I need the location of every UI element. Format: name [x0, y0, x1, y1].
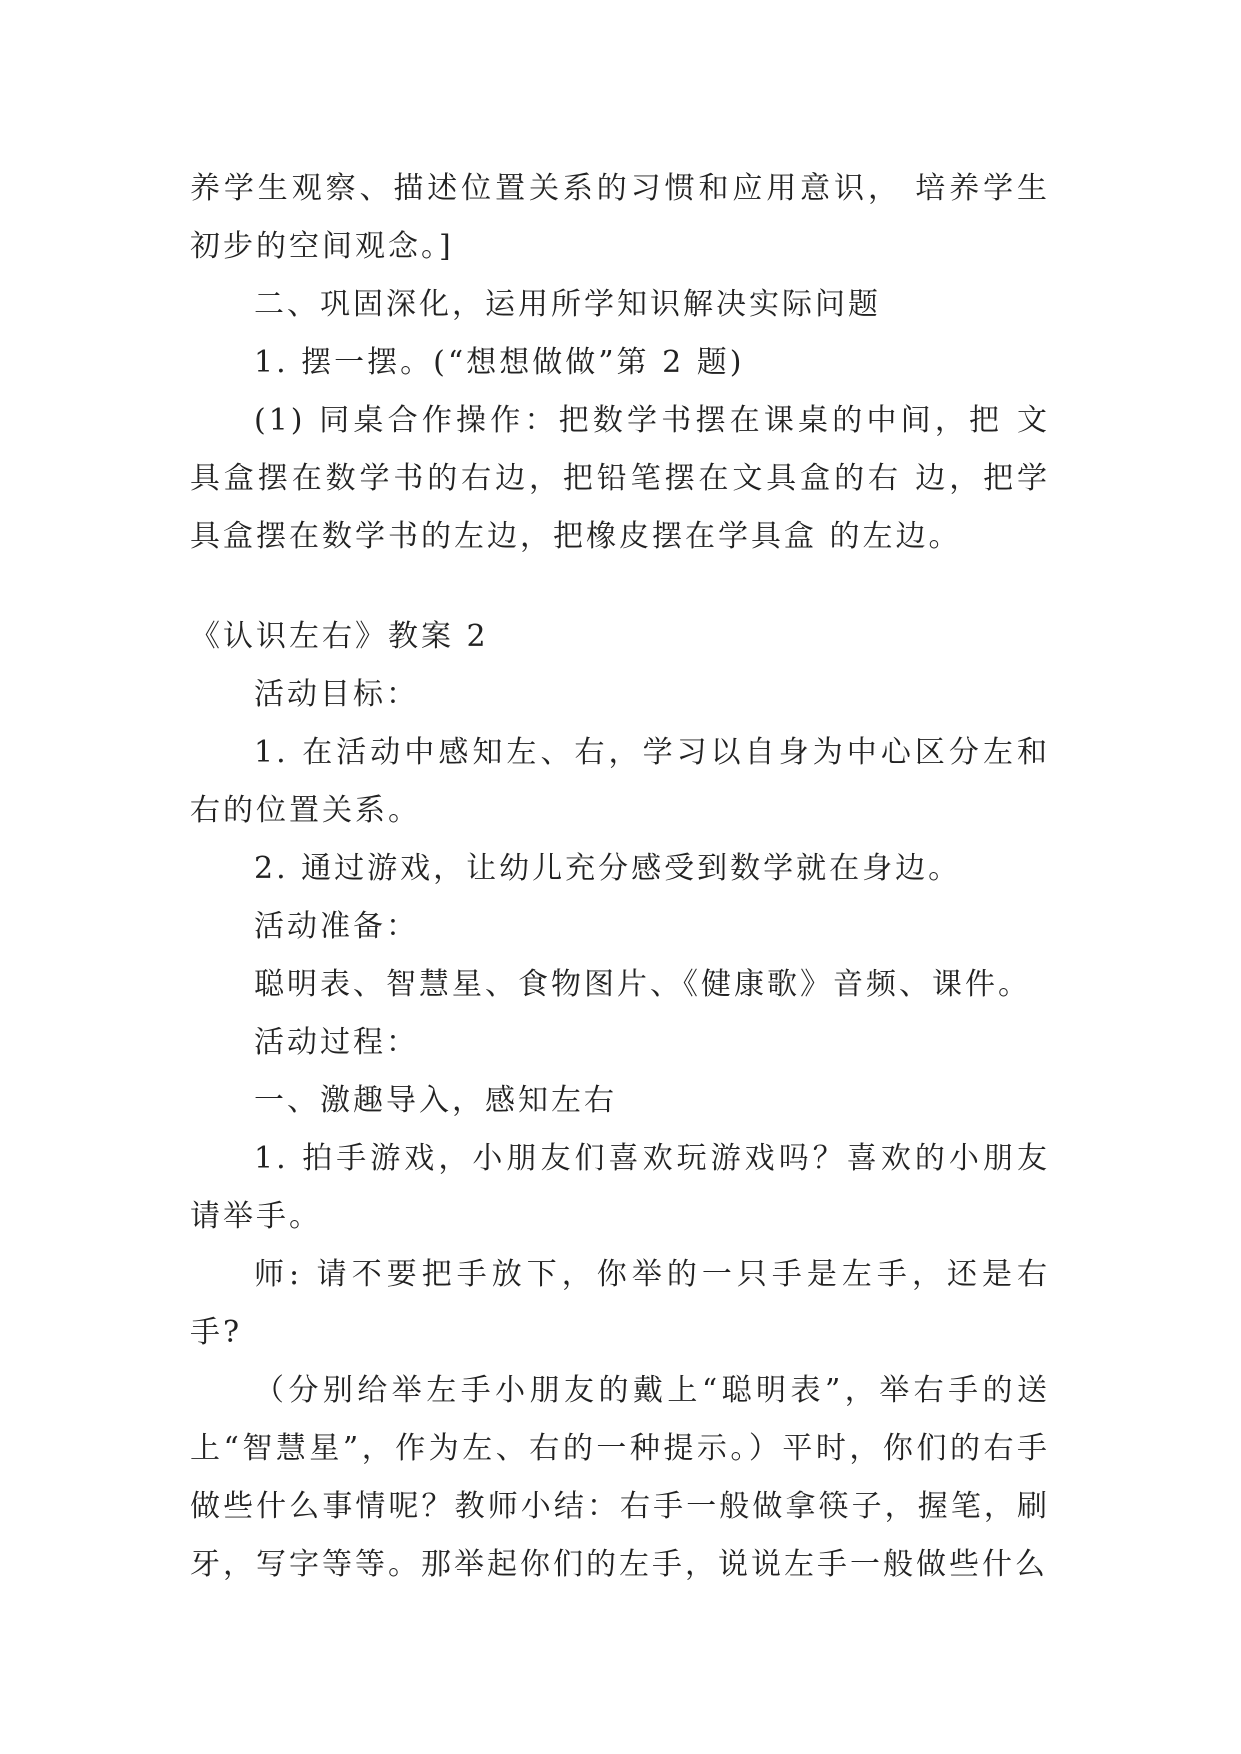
process-heading: 活动过程： — [254, 1025, 419, 1060]
document-title: 《认识左右》教案 2 — [190, 619, 489, 654]
section-heading: 一、激趣导入，感知左右 — [254, 1083, 617, 1118]
list-item: 2. 通过游戏，让幼儿充分感受到数学就在身边。 — [254, 851, 962, 886]
section-gap — [190, 566, 1050, 608]
list-item: 1. 在活动中感知左、右，学习以自身为中心区分左和右的位置关系。 — [190, 735, 1050, 828]
paragraph: （分别给举左手小朋友的戴上“聪明表”，举右手的送上“智慧星”，作为左、右的一种提示。）平时，你们的右手做些什么事情呢？教师小结：右手一般做拿筷子，握笔，刷牙，写字等等。那举起你们的左手，说说左手一般做些什么 — [190, 1373, 1050, 1582]
paragraph: (1) 同桌合作操作：把数学书摆在课桌的中间，把 文具盒摆在数学书的右边，把铅笔摆在文具盒的右 边，把学具盒摆在数学书的左边，把橡皮摆在学具盒 的左边。 — [190, 403, 1050, 554]
document-page — [190, 160, 1050, 1594]
paragraph: 聪明表、智慧星、食物图片、《健康歌》音频、课件。 — [254, 967, 1031, 1002]
section-heading: 二、巩固深化，运用所学知识解决实际问题 — [254, 287, 881, 322]
goals-heading: 活动目标： — [254, 677, 419, 712]
prep-heading: 活动准备： — [254, 909, 419, 944]
paragraph: 养学生观察、描述位置关系的习惯和应用意识， 培养学生初步的空间观念。] — [190, 171, 1050, 264]
list-item: 1. 拍手游戏，小朋友们喜欢玩游戏吗？喜欢的小朋友请举手。 — [190, 1141, 1050, 1234]
paragraph: 师: 请不要把手放下，你举的一只手是左手，还是右手? — [190, 1257, 1050, 1350]
list-item: 1. 摆一摆。(“想想做做”第 2 题) — [254, 345, 745, 380]
